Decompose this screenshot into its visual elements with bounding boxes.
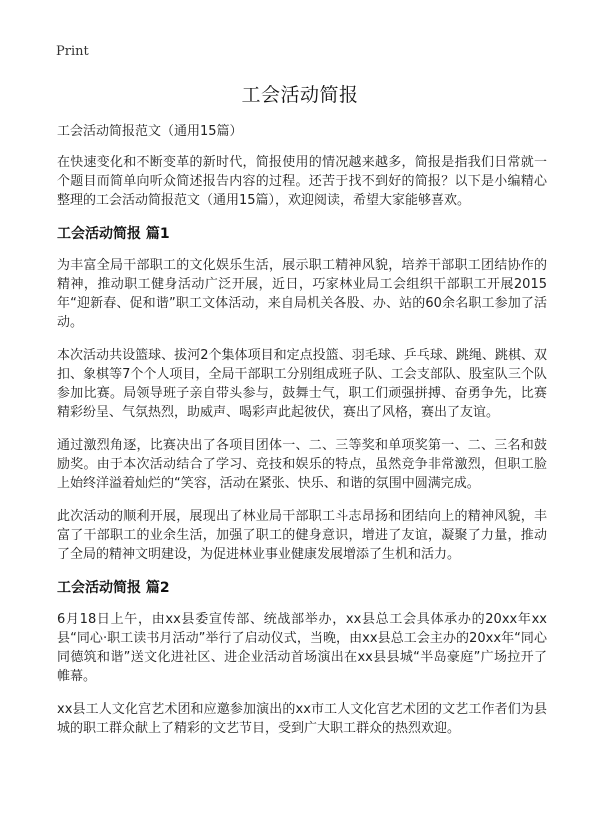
print-button[interactable]: Print	[56, 44, 89, 59]
section-paragraph: 通过激烈角逐，比赛决出了各项目团体一、二、三等奖和单项奖第一、二、三名和鼓励奖。由于本次活动结合了学习、竞技和娱乐的特点，虽然竞争非常激烈，但职工脸上始终洋溢着灿烂的“笑容，活动在紧张、快乐、和谐的氛围中圆满完成。	[57, 438, 547, 491]
document-body	[57, 122, 547, 752]
document-subtitle: 工会活动简报范文（通用15篇）	[57, 124, 243, 139]
section-paragraph: 本次活动共设篮球、拔河2个集体项目和定点投篮、羽毛球、乒乓球、跳绳、跳棋、双扣、象棋等7个个人项目，全局干部职工分别组成班子队、工会支部队、股室队三个队参加比赛。局领导班子亲自带头参与，鼓舞士气，职工们顽强拼搏、奋勇争先，比赛精彩纷呈、气氛热烈，助威声、喝彩声此起彼伏，赛出了风格，赛出了友谊。	[57, 348, 547, 420]
page-title: 工会活动简报	[241, 84, 359, 106]
section-paragraph: 为丰富全局干部职工的文化娱乐生活，展示职工精神风貌，培养干部职工团结协作的精神，推动职工健身活动广泛开展，近日，巧家林业局工会组织干部职工开展2015年“迎新春、促和谐”职工文体活动，来自局机关各股、办、站的60余名职工参加了活动。	[57, 258, 547, 330]
section-1	[57, 224, 547, 564]
intro-paragraph: 在快速变化和不断变革的新时代，简报使用的情况越来越多，简报是指我们日常就一个题目而简单向听众简述报告内容的过程。还苦于找不到好的简报？以下是小编精心整理的工会活动简报范文（通用15篇），欢迎阅读，希望大家能够喜欢。	[57, 155, 547, 208]
section-paragraph: 此次活动的顺利开展，展现出了林业局干部职工斗志昂扬和团结向上的精神风貌，丰富了干部职工的业余生活，加强了职工的健身意识，增进了友谊，凝聚了力量，推动了全局的精神文明建设，为促进林业事业健康发展增添了生机和活力。	[57, 509, 547, 562]
section-heading: 工会活动简报 篇2	[57, 580, 170, 596]
section-paragraph: xx县工人文化宫艺术团和应邀参加演出的xx市工人文化宫艺术团的文艺工作者们为县城的职工群众献上了精彩的文艺节目，受到广大职工群众的热烈欢迎。	[57, 702, 547, 736]
section-2	[57, 578, 547, 738]
section-heading: 工会活动简报 篇1	[57, 226, 170, 242]
section-paragraph: 6月18日上午，由xx县委宣传部、统战部举办，xx县总工会具体承办的20xx年xx县“同心·职工读书月活动”举行了启动仪式，当晚，由xx县总工会主办的20xx年“同心同德筑和谐”送文化进社区、进企业活动首场演出在xx县县城“半岛豪庭”广场拉开了帷幕。	[57, 612, 547, 684]
